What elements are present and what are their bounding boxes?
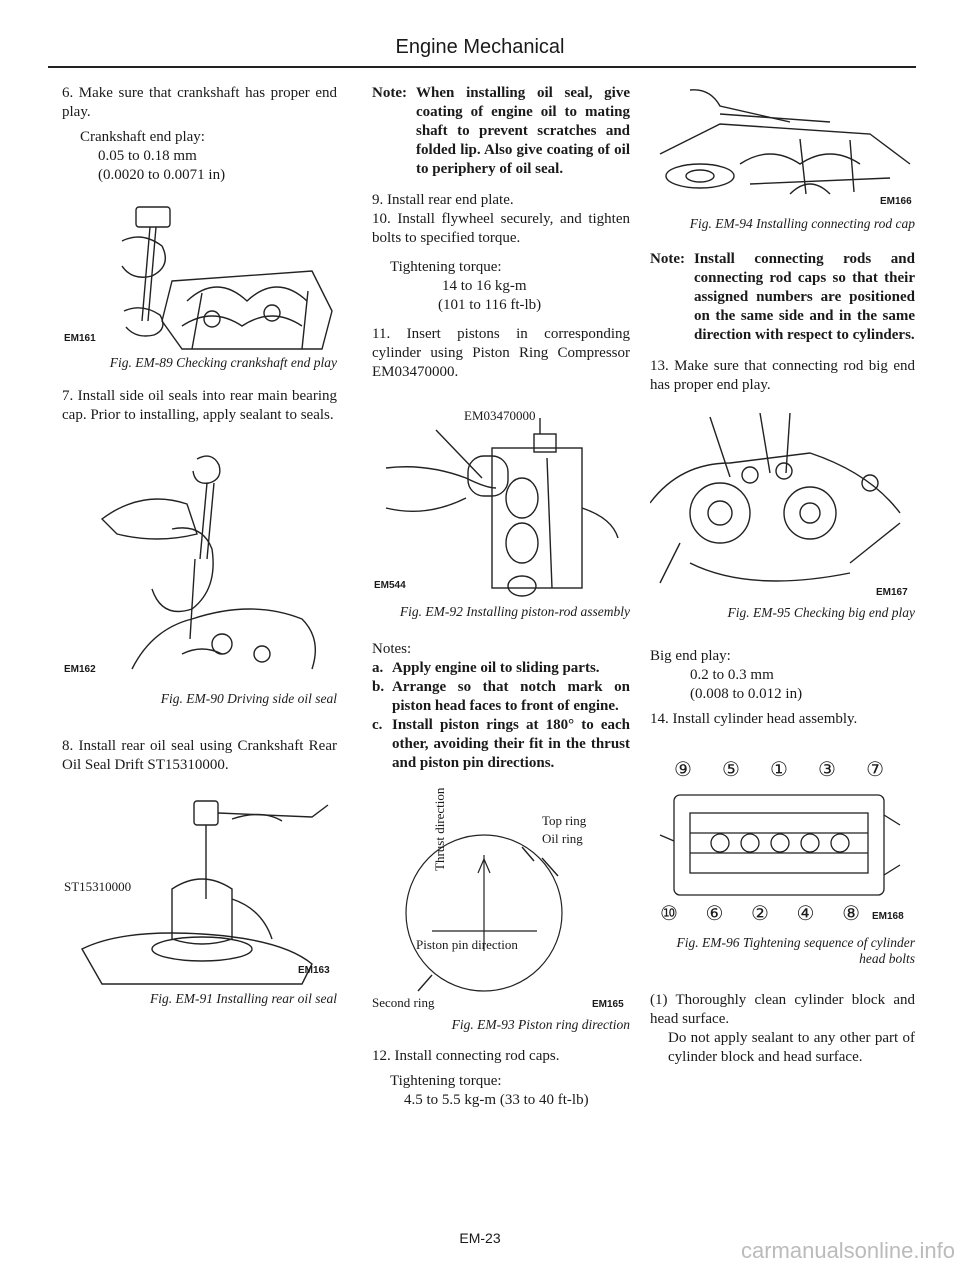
- step-10: 10. Install flywheel securely, and tighten bolts to specified torque.: [372, 211, 630, 246]
- figure-em89: [62, 201, 337, 351]
- figure-code: EM167: [876, 587, 908, 598]
- spec-value: 0.05 to 0.18 mm: [98, 148, 197, 164]
- torque-value-ftlb: (101 to 116 ft-lb): [438, 297, 542, 313]
- oil-ring-label: Oil ring: [542, 831, 583, 846]
- step-14: 14. Install cylinder head assembly.: [650, 711, 858, 727]
- step-14-1b: Do not apply sealant to any other part of cylinder block and head surface.: [668, 1030, 915, 1065]
- step-12: 12. Install connecting rod caps.: [372, 1048, 560, 1064]
- tool-label: ST15310000: [64, 879, 132, 894]
- big-end-play-illustration: [650, 413, 915, 603]
- step-14-1: (1) Thoroughly clean cylinder block and head surface.: [650, 992, 915, 1027]
- connecting-rod-cap-illustration: [650, 84, 915, 214]
- torque-value: 14 to 16 kg-m: [442, 278, 527, 294]
- step-8: 8. Install rear oil seal using Crankshaft Rear Oil Seal Drift ST15310000.: [62, 738, 337, 773]
- bolt-number: ⑨: [674, 759, 692, 781]
- thrust-direction-label: Thrust direction: [432, 787, 447, 871]
- figure-em93: [372, 787, 630, 1013]
- bolt-number: ③: [818, 759, 836, 781]
- watermark: carmanualsonline.info: [740, 1238, 955, 1263]
- figure-em94: [650, 84, 915, 214]
- spec-value-in: (0.008 to 0.012 in): [690, 686, 803, 702]
- figure-caption: Fig. EM-94 Installing connecting rod cap: [689, 216, 915, 231]
- figure-code: EM162: [64, 664, 96, 675]
- figure-caption: Fig. EM-96 Tightening sequence of cylinder head bolts: [676, 935, 915, 966]
- torque-label: Tightening torque:: [390, 259, 502, 275]
- step-6: 6. Make sure that crankshaft has proper end play.: [62, 85, 337, 120]
- header-rule: [48, 66, 916, 68]
- figure-em92: [372, 408, 630, 598]
- note-label: Note:: [372, 85, 407, 101]
- bolt-number: ⑥: [705, 903, 724, 925]
- column-left: [62, 84, 337, 1007]
- bolt-number: ⑩: [660, 903, 678, 925]
- side-oil-seal-illustration: [62, 439, 337, 687]
- note-oil-seal: [372, 84, 630, 179]
- torque-value: 4.5 to 5.5 kg-m (33 to 40 ft-lb): [404, 1092, 589, 1108]
- note-connecting-rods: [650, 250, 915, 345]
- figure-code: EM544: [374, 580, 406, 591]
- figure-caption: Fig. EM-91 Installing rear oil seal: [150, 991, 337, 1006]
- torque-label: Tightening torque:: [390, 1073, 502, 1089]
- spec-value-in: (0.0020 to 0.0071 in): [98, 167, 226, 183]
- list-item: c. Install piston rings at 180° to each other, avoiding their fit in the thrust and piston pin directions.: [372, 717, 630, 771]
- bolt-number: ①: [770, 759, 788, 781]
- piston-rod-install-illustration: [372, 408, 630, 598]
- figure-caption: Fig. EM-93 Piston ring direction: [451, 1017, 630, 1032]
- piston-ring-direction-diagram: [372, 813, 630, 1013]
- second-ring-label: Second ring: [372, 995, 435, 1010]
- spec-label: Crankshaft end play:: [80, 129, 205, 145]
- figure-em90: [62, 439, 337, 687]
- figure-em91: [62, 789, 337, 989]
- spec-value: 0.2 to 0.3 mm: [690, 667, 774, 683]
- spec-label: Big end play:: [650, 648, 731, 664]
- step-7: 7. Install side oil seals into rear main bearing cap. Prior to installing, apply sealant to seals.: [62, 388, 337, 423]
- step-9: 9. Install rear end plate.: [372, 192, 514, 208]
- notes-list: [372, 659, 630, 773]
- column-middle: [372, 84, 630, 1110]
- step-11: 11. Insert pistons in corresponding cylinder using Piston Ring Compressor EM03470000.: [372, 326, 630, 380]
- bolt-number: ④: [796, 903, 815, 925]
- figure-code: EM163: [298, 965, 330, 976]
- crankshaft-end-play-illustration: [62, 201, 337, 351]
- bolt-number: ⑧: [842, 903, 860, 925]
- bolt-sequence-bottom: [660, 901, 860, 926]
- figure-em96: [650, 755, 915, 931]
- top-ring-label: Top ring: [542, 813, 587, 828]
- column-right: [650, 84, 915, 1067]
- page-number: EM-23: [459, 1230, 501, 1246]
- figure-em95: [650, 413, 915, 603]
- note-label: Note:: [650, 251, 685, 267]
- bolt-sequence-top: [674, 757, 884, 782]
- note-text: Install connecting rods and connecting rod caps so that their assigned numbers are positioned on the same side and in the same direction with respect to cylinders.: [694, 251, 915, 343]
- list-item: b. Arrange so that notch mark on piston head faces to front of engine.: [372, 679, 630, 714]
- figure-code: EM166: [880, 196, 912, 207]
- figure-caption: Fig. EM-89 Checking crankshaft end play: [109, 355, 337, 370]
- tool-label: EM03470000: [464, 408, 536, 423]
- notes-label: Notes:: [372, 641, 412, 657]
- note-text: When installing oil seal, give coating of engine oil to mating shaft to prevent scratches and folded lip. Also give coating of oil to periphery of oil seal.: [416, 85, 630, 177]
- figure-code: EM165: [592, 999, 624, 1010]
- figure-code: EM168: [872, 911, 904, 922]
- figure-caption: Fig. EM-95 Checking big end play: [727, 605, 915, 620]
- bolt-number: ⑤: [722, 759, 740, 781]
- figure-caption: Fig. EM-90 Driving side oil seal: [160, 691, 337, 706]
- figure-caption: Fig. EM-92 Installing piston-rod assembly: [399, 604, 630, 619]
- piston-pin-direction-label: Piston pin direction: [416, 937, 518, 952]
- figure-code: EM161: [64, 333, 96, 344]
- list-item: a. Apply engine oil to sliding parts.: [372, 660, 600, 676]
- bolt-number: ②: [751, 903, 769, 925]
- page-header: Engine Mechanical: [395, 36, 565, 58]
- bolt-number: ⑦: [866, 759, 884, 781]
- step-13: 13. Make sure that connecting rod big end has proper end play.: [650, 358, 915, 393]
